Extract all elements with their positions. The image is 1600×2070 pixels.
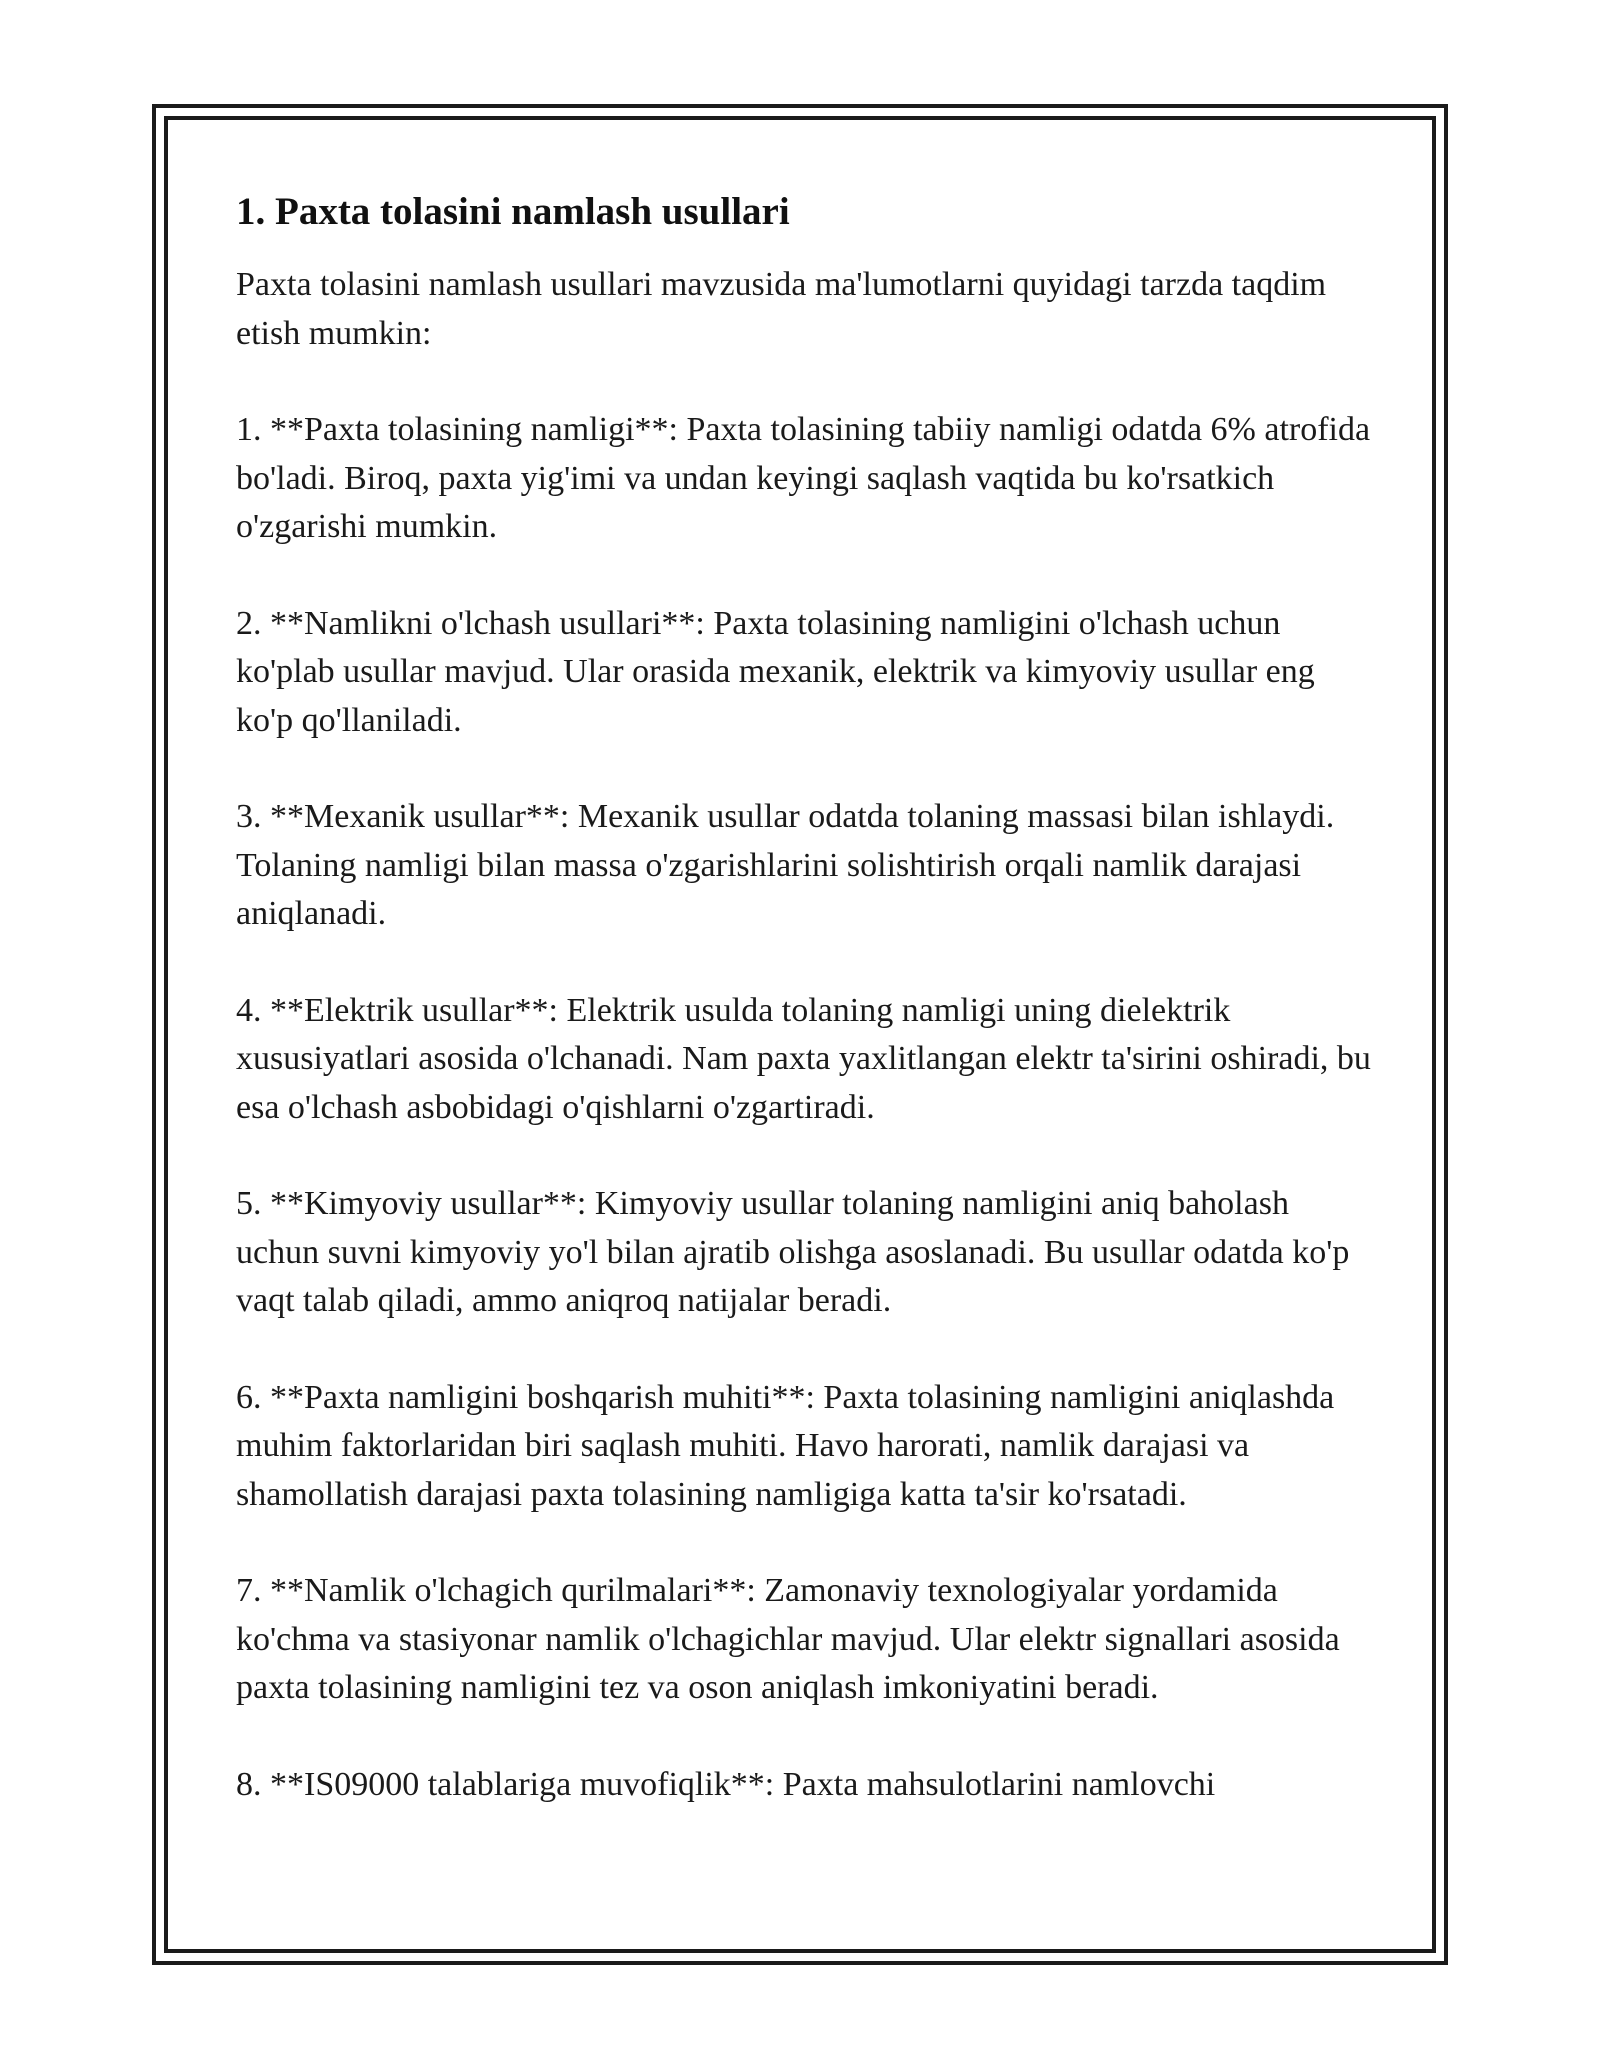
- section-heading: 1. Paxta tolasini namlash usullari: [236, 190, 790, 233]
- paragraph-4: 4. **Elektrik usullar**: Elektrik usulda tolaning namligi uning dielektrik xususiyatlari asosida o'lchanadi. Nam paxta yaxlitlangan elektr ta'sirini oshiradi, bu esa o'lchash asbobidagi o'qishlarni o'zgartiradi.: [236, 991, 1371, 1126]
- paragraph-2: 2. **Namlikni o'lchash usullari**: Paxta tolasining namligini o'lchash uchun ko'plab usullar mavjud. Ular orasida mexanik, elektrik va kimyoviy usullar eng ko'p qo'llaniladi.: [236, 604, 1315, 739]
- paragraph-3: 3. **Mexanik usullar**: Mexanik usullar odatda tolaning massasi bilan ishlaydi. Tolaning namligi bilan massa o'zgarishlarini solishtirish orqali namlik darajasi aniqlanadi.: [236, 798, 1335, 932]
- paragraph-5: 5. **Kimyoviy usullar**: Kimyoviy usullar tolaning namligini aniq baholash uchun suvni kimyoviy yo'l bilan ajratib olishga asoslanadi. Bu usullar odatda ko'p vaqt talab qiladi, ammo aniqroq natijalar beradi.: [236, 1185, 1350, 1319]
- document-body: [236, 188, 1376, 1857]
- intro-paragraph: Paxta tolasini namlash usullari mavzusida ma'lumotlarni quyidagi tarzda taqdim etish mumkin:: [236, 266, 1327, 352]
- paragraph-1: 1. **Paxta tolasining namligi**: Paxta tolasining tabiiy namligi odatda 6% atrofida bo'ladi. Biroq, paxta yig'imi va undan keyingi saqlash vaqtida bu ko'rsatkich o'zgarishi mumkin.: [236, 411, 1371, 545]
- paragraph-7: 7. **Namlik o'lchagich qurilmalari**: Zamonaviy texnologiyalar yordamida ko'chma va stasiyonar namlik o'lchagichlar mavjud. Ular elektr signallari asosida paxta tolasining namligini tez va oson aniqlash imkoniyatini beradi.: [236, 1572, 1340, 1706]
- paragraph-8: 8. **IS09000 talablariga muvofiqlik**: Paxta mahsulotlarini namlovchi: [236, 1765, 1216, 1803]
- paragraph-6: 6. **Paxta namligini boshqarish muhiti**: Paxta tolasining namligini aniqlashda muhim faktorlaridan biri saqlash muhiti. Havo harorati, namlik darajasi va shamollatish darajasi paxta tolasining namligiga katta ta'sir ko'rsatadi.: [236, 1378, 1335, 1513]
